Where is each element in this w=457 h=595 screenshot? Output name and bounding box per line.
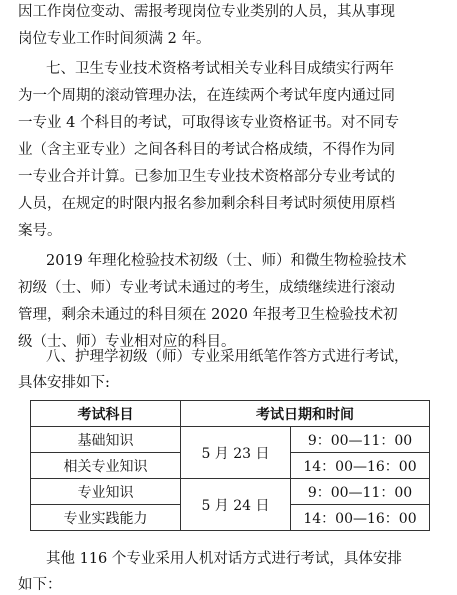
date-cell: 5 月 23 日	[181, 427, 291, 479]
header-subject: 考试科目	[31, 401, 181, 427]
paragraph-line: 其他 116 个专业采用人机对话方式进行考试，具体安排	[46, 551, 402, 567]
paragraph-line: 2019 年理化检验技术初级（士、师）和微生物检验技术	[46, 253, 407, 269]
paragraph-line: 初级（士、师）专业考试未通过的考生，成绩继续进行滚动	[18, 280, 395, 296]
paragraph-line: 如下：	[18, 577, 62, 593]
paragraph-line: 七、卫生专业技术资格考试相关专业科目成绩实行两年	[46, 61, 394, 77]
subject-cell: 专业知识	[31, 479, 181, 505]
paragraph-line: 人员，在规定的时限内报名参加剩余科目考试时须使用原档	[18, 196, 395, 212]
time-cell: 14：00—16：00	[291, 453, 430, 479]
paragraph-line: 具体安排如下:	[18, 375, 110, 391]
paragraph-line: 岗位专业工作时间须满 2 年。	[18, 31, 211, 47]
subject-cell: 专业实践能力	[31, 505, 181, 531]
paragraph-line: 一专业 4 个科目的考试，可取得该专业资格证书。对不同专	[18, 115, 399, 131]
paragraph-line: 八、护理学初级（师）专业采用纸笔作答方式进行考试，	[46, 349, 409, 365]
header-datetime: 考试日期和时间	[181, 401, 430, 427]
time-cell: 14：00—16：00	[291, 505, 430, 531]
table-row	[31, 427, 430, 453]
time-cell: 9：00—11：00	[291, 427, 430, 453]
paragraph-line: 级（士、师）专业相对应的科目。	[18, 334, 236, 350]
paragraph-line: 业（含主亚专业）之间各科目的考试合格成绩，不得作为同	[18, 142, 395, 158]
paragraph-line: 为一个周期的滚动管理办法，在连续两个考试年度内通过同	[18, 88, 395, 104]
paragraph-line: 因工作岗位变动、需报考现岗位专业类别的人员，其从事现	[18, 4, 395, 20]
paragraph-line: 案号。	[18, 223, 62, 239]
time-cell: 9：00—11：00	[291, 479, 430, 505]
paragraph-line: 管理，剩余未通过的科目须在 2020 年报考卫生检验技术初	[18, 307, 398, 323]
date-cell: 5 月 24 日	[181, 479, 291, 531]
table-row	[31, 479, 430, 505]
exam-schedule-table	[30, 400, 430, 531]
table-header-row	[31, 401, 430, 427]
subject-cell: 相关专业知识	[31, 453, 181, 479]
paragraph-line: 一专业合并计算。已参加卫生专业技术资格部分专业考试的	[18, 169, 395, 185]
subject-cell: 基础知识	[31, 427, 181, 453]
